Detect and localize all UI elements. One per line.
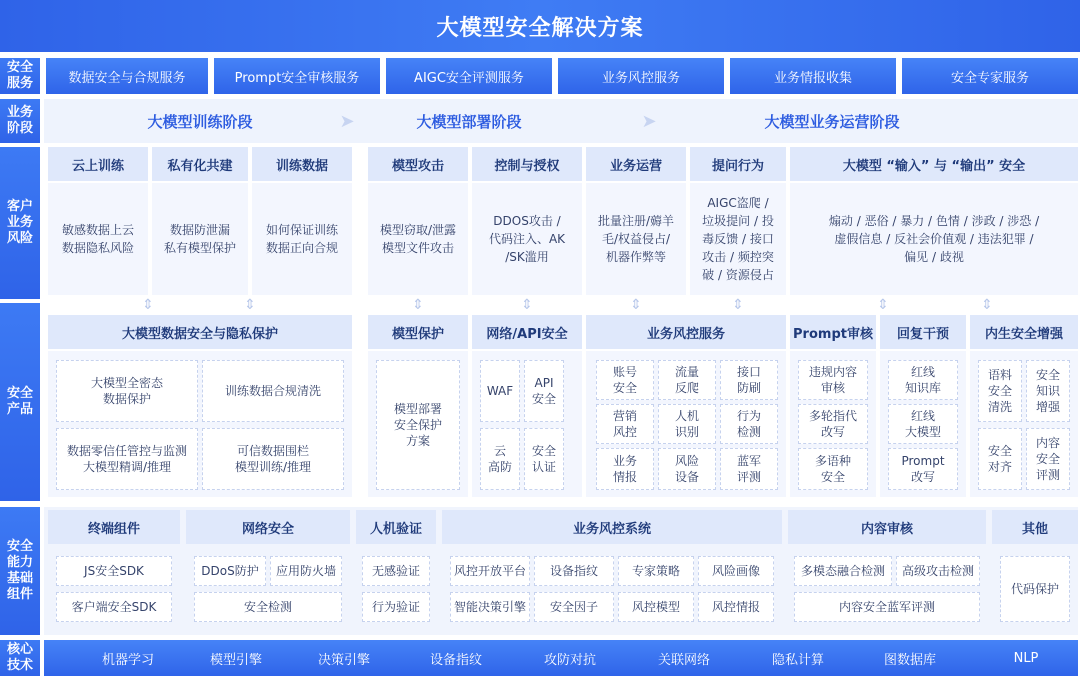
component-content-redteam[interactable]: 内容安全蓝军评测 <box>794 592 980 622</box>
product-data-cleansing[interactable]: 训练数据合规清洗 <box>202 360 344 422</box>
service-risk-control[interactable]: 业务风控服务 <box>558 58 724 94</box>
product-risk-device[interactable]: 风险 设备 <box>658 448 716 490</box>
component-client-sdk[interactable]: 客户端安全SDK <box>56 592 172 622</box>
component-risk-model[interactable]: 风控模型 <box>618 592 694 622</box>
core-model-engine: 模型引擎 <box>209 652 262 668</box>
updown-arrow-icon: ⇕ <box>630 297 642 313</box>
updown-arrow-icon: ⇕ <box>732 297 744 313</box>
core-nlp: NLP <box>1013 650 1039 666</box>
core-graph-db: 图数据库 <box>883 652 936 668</box>
component-risk-title: 业务风控系统 <box>442 510 782 544</box>
service-prompt-review[interactable]: Prompt安全审核服务 <box>214 58 380 94</box>
risk-body-cloud-training: 敏感数据上云 数据隐私风险 <box>48 183 148 295</box>
component-security-detection[interactable]: 安全检测 <box>194 592 342 622</box>
updown-arrow-icon: ⇕ <box>981 297 993 313</box>
risk-body-io-security: 煽动 / 恶俗 / 暴力 / 色情 / 涉政 / 涉恐 / 虚假信息 / 反社会价值观 / 违法犯罪 / 偏见 / 歧视 <box>790 183 1078 295</box>
product-zero-trust[interactable]: 数据零信任管控与监测 大模型精调/推理 <box>56 428 198 490</box>
risk-body-business-ops: 批量注册/薅羊 毛/权益侵占/ 机器作弊等 <box>586 183 686 295</box>
core-privacy-computing: 隐私计算 <box>771 652 824 668</box>
risk-body-private: 数据防泄漏 私有模型保护 <box>152 183 248 295</box>
risk-body-control-auth: DDOS攻击 / 代码注入、AK /SK滥用 <box>472 183 582 295</box>
product-anti-crawl[interactable]: 流量 反爬 <box>658 360 716 400</box>
row-label-core: 核心 技术 <box>0 640 40 676</box>
risk-body-training-data: 如何保证训练 数据正向合规 <box>252 183 352 295</box>
product-risk-title: 业务风控服务 <box>586 315 786 349</box>
risk-title-training-data: 训练数据 <box>252 147 352 181</box>
row-label-products: 安全 产品 <box>0 303 40 501</box>
product-safety-alignment[interactable]: 安全 对齐 <box>978 428 1022 490</box>
risk-title-io-security: 大模型 “输入” 与 “输出” 安全 <box>790 147 1078 181</box>
product-knowledge-enhance[interactable]: 安全 知识 增强 <box>1026 360 1070 422</box>
updown-arrow-icon: ⇕ <box>412 297 424 313</box>
core-ml: 机器学习 <box>101 652 154 668</box>
core-attack-defense: 攻防对抗 <box>543 652 596 668</box>
component-code-protection[interactable]: 代码保护 <box>1000 556 1070 622</box>
product-prompt-title: Prompt审核 <box>790 315 876 349</box>
row-label-components: 安全 能力 基础 组件 <box>0 507 40 635</box>
stage-deployment: 大模型部署阶段 <box>416 112 522 131</box>
product-privacy-title: 大模型数据安全与隐私保护 <box>48 315 352 349</box>
component-network-title: 网络安全 <box>186 510 350 544</box>
product-internal-title: 内生安全增强 <box>970 315 1078 349</box>
component-other-title: 其他 <box>992 510 1078 544</box>
risk-title-question-behavior: 提问行为 <box>690 147 786 181</box>
product-behavior-detection[interactable]: 行为 检测 <box>720 404 778 444</box>
product-auth[interactable]: 安全 认证 <box>524 428 564 490</box>
component-advanced-attack[interactable]: 高级攻击检测 <box>896 556 980 586</box>
component-risk-platform[interactable]: 风控开放平台 <box>450 556 530 586</box>
product-full-encryption[interactable]: 大模型全密态 数据保护 <box>56 360 198 422</box>
service-expert[interactable]: 安全专家服务 <box>902 58 1078 94</box>
product-data-fence[interactable]: 可信数据围栏 模型训练/推理 <box>202 428 344 490</box>
product-network-title: 网络/API安全 <box>472 315 582 349</box>
component-multimodal[interactable]: 多模态融合检测 <box>794 556 892 586</box>
product-account-security[interactable]: 账号 安全 <box>596 360 654 400</box>
risk-body-question-behavior: AIGC盗爬 / 垃圾提问 / 投 毒反馈 / 接口 攻击 / 频控突 破 / 资源侵占 <box>690 183 786 295</box>
updown-arrow-icon: ⇕ <box>521 297 533 313</box>
component-firewall[interactable]: 应用防火墙 <box>270 556 342 586</box>
chevron-right-icon: ➤ <box>339 110 355 132</box>
product-cloud-ddos[interactable]: 云 高防 <box>480 428 520 490</box>
component-decision-engine[interactable]: 智能决策引擎 <box>450 592 530 622</box>
core-decision-engine: 决策引擎 <box>317 652 370 668</box>
product-redline-kb[interactable]: 红线 知识库 <box>888 360 958 400</box>
product-prompt-rewrite[interactable]: Prompt 改写 <box>888 448 958 490</box>
component-risk-intel[interactable]: 风控情报 <box>698 592 774 622</box>
risk-title-private: 私有化共建 <box>152 147 248 181</box>
product-violation-review[interactable]: 违规内容 审核 <box>798 360 868 400</box>
product-waf[interactable]: WAF <box>480 360 520 422</box>
product-business-intel[interactable]: 业务 情报 <box>596 448 654 490</box>
risk-title-business-ops: 业务运营 <box>586 147 686 181</box>
product-bot-detection[interactable]: 人机 识别 <box>658 404 716 444</box>
updown-arrow-icon: ⇕ <box>142 297 154 313</box>
product-model-deploy[interactable]: 模型部署 安全保护 方案 <box>376 360 460 490</box>
component-js-sdk[interactable]: JS安全SDK <box>56 556 172 586</box>
component-expert-strategy[interactable]: 专家策略 <box>618 556 694 586</box>
stage-training: 大模型训练阶段 <box>147 112 253 131</box>
row-label-services: 安全 服务 <box>0 58 40 94</box>
core-device-fingerprint: 设备指纹 <box>429 652 482 668</box>
component-terminal-title: 终端组件 <box>48 510 180 544</box>
product-redline-model[interactable]: 红线 大模型 <box>888 404 958 444</box>
page-title: 大模型安全解决方案 <box>0 0 1080 52</box>
service-aigc-evaluation[interactable]: AIGC安全评测服务 <box>386 58 552 94</box>
chevron-right-icon: ➤ <box>641 110 657 132</box>
component-silent-verify[interactable]: 无感验证 <box>362 556 430 586</box>
product-red-team[interactable]: 蓝军 评测 <box>720 448 778 490</box>
product-reply-title: 回复干预 <box>880 315 966 349</box>
component-security-factor[interactable]: 安全因子 <box>534 592 614 622</box>
service-intelligence[interactable]: 业务情报收集 <box>730 58 896 94</box>
updown-arrow-icon: ⇕ <box>244 297 256 313</box>
row-label-risks: 客户 业务 风险 <box>0 147 40 299</box>
product-api-antibrush[interactable]: 接口 防刷 <box>720 360 778 400</box>
product-multilingual[interactable]: 多语种 安全 <box>798 448 868 490</box>
product-api-security[interactable]: API 安全 <box>524 360 564 422</box>
component-captcha-title: 人机验证 <box>356 510 436 544</box>
product-content-eval[interactable]: 内容 安全 评测 <box>1026 428 1070 490</box>
row-label-stages: 业务 阶段 <box>0 99 40 143</box>
product-multiturn-rewrite[interactable]: 多轮指代 改写 <box>798 404 868 444</box>
stage-operation: 大模型业务运营阶段 <box>764 112 900 131</box>
component-content-title: 内容审核 <box>788 510 986 544</box>
component-device-fingerprint[interactable]: 设备指纹 <box>534 556 614 586</box>
risk-title-cloud-training: 云上训练 <box>48 147 148 181</box>
product-model-title: 模型保护 <box>368 315 468 349</box>
risk-title-control-auth: 控制与授权 <box>472 147 582 181</box>
risk-body-model-attack: 模型窃取/泄露 模型文件攻击 <box>368 183 468 295</box>
component-risk-profile[interactable]: 风险画像 <box>698 556 774 586</box>
service-data-compliance[interactable]: 数据安全与合规服务 <box>46 58 208 94</box>
core-association-network: 关联网络 <box>657 652 710 668</box>
component-behavior-verify[interactable]: 行为验证 <box>362 592 430 622</box>
product-marketing-risk[interactable]: 营销 风控 <box>596 404 654 444</box>
component-ddos[interactable]: DDoS防护 <box>194 556 266 586</box>
product-corpus-cleansing[interactable]: 语料 安全 清洗 <box>978 360 1022 422</box>
updown-arrow-icon: ⇕ <box>877 297 889 313</box>
risk-title-model-attack: 模型攻击 <box>368 147 468 181</box>
